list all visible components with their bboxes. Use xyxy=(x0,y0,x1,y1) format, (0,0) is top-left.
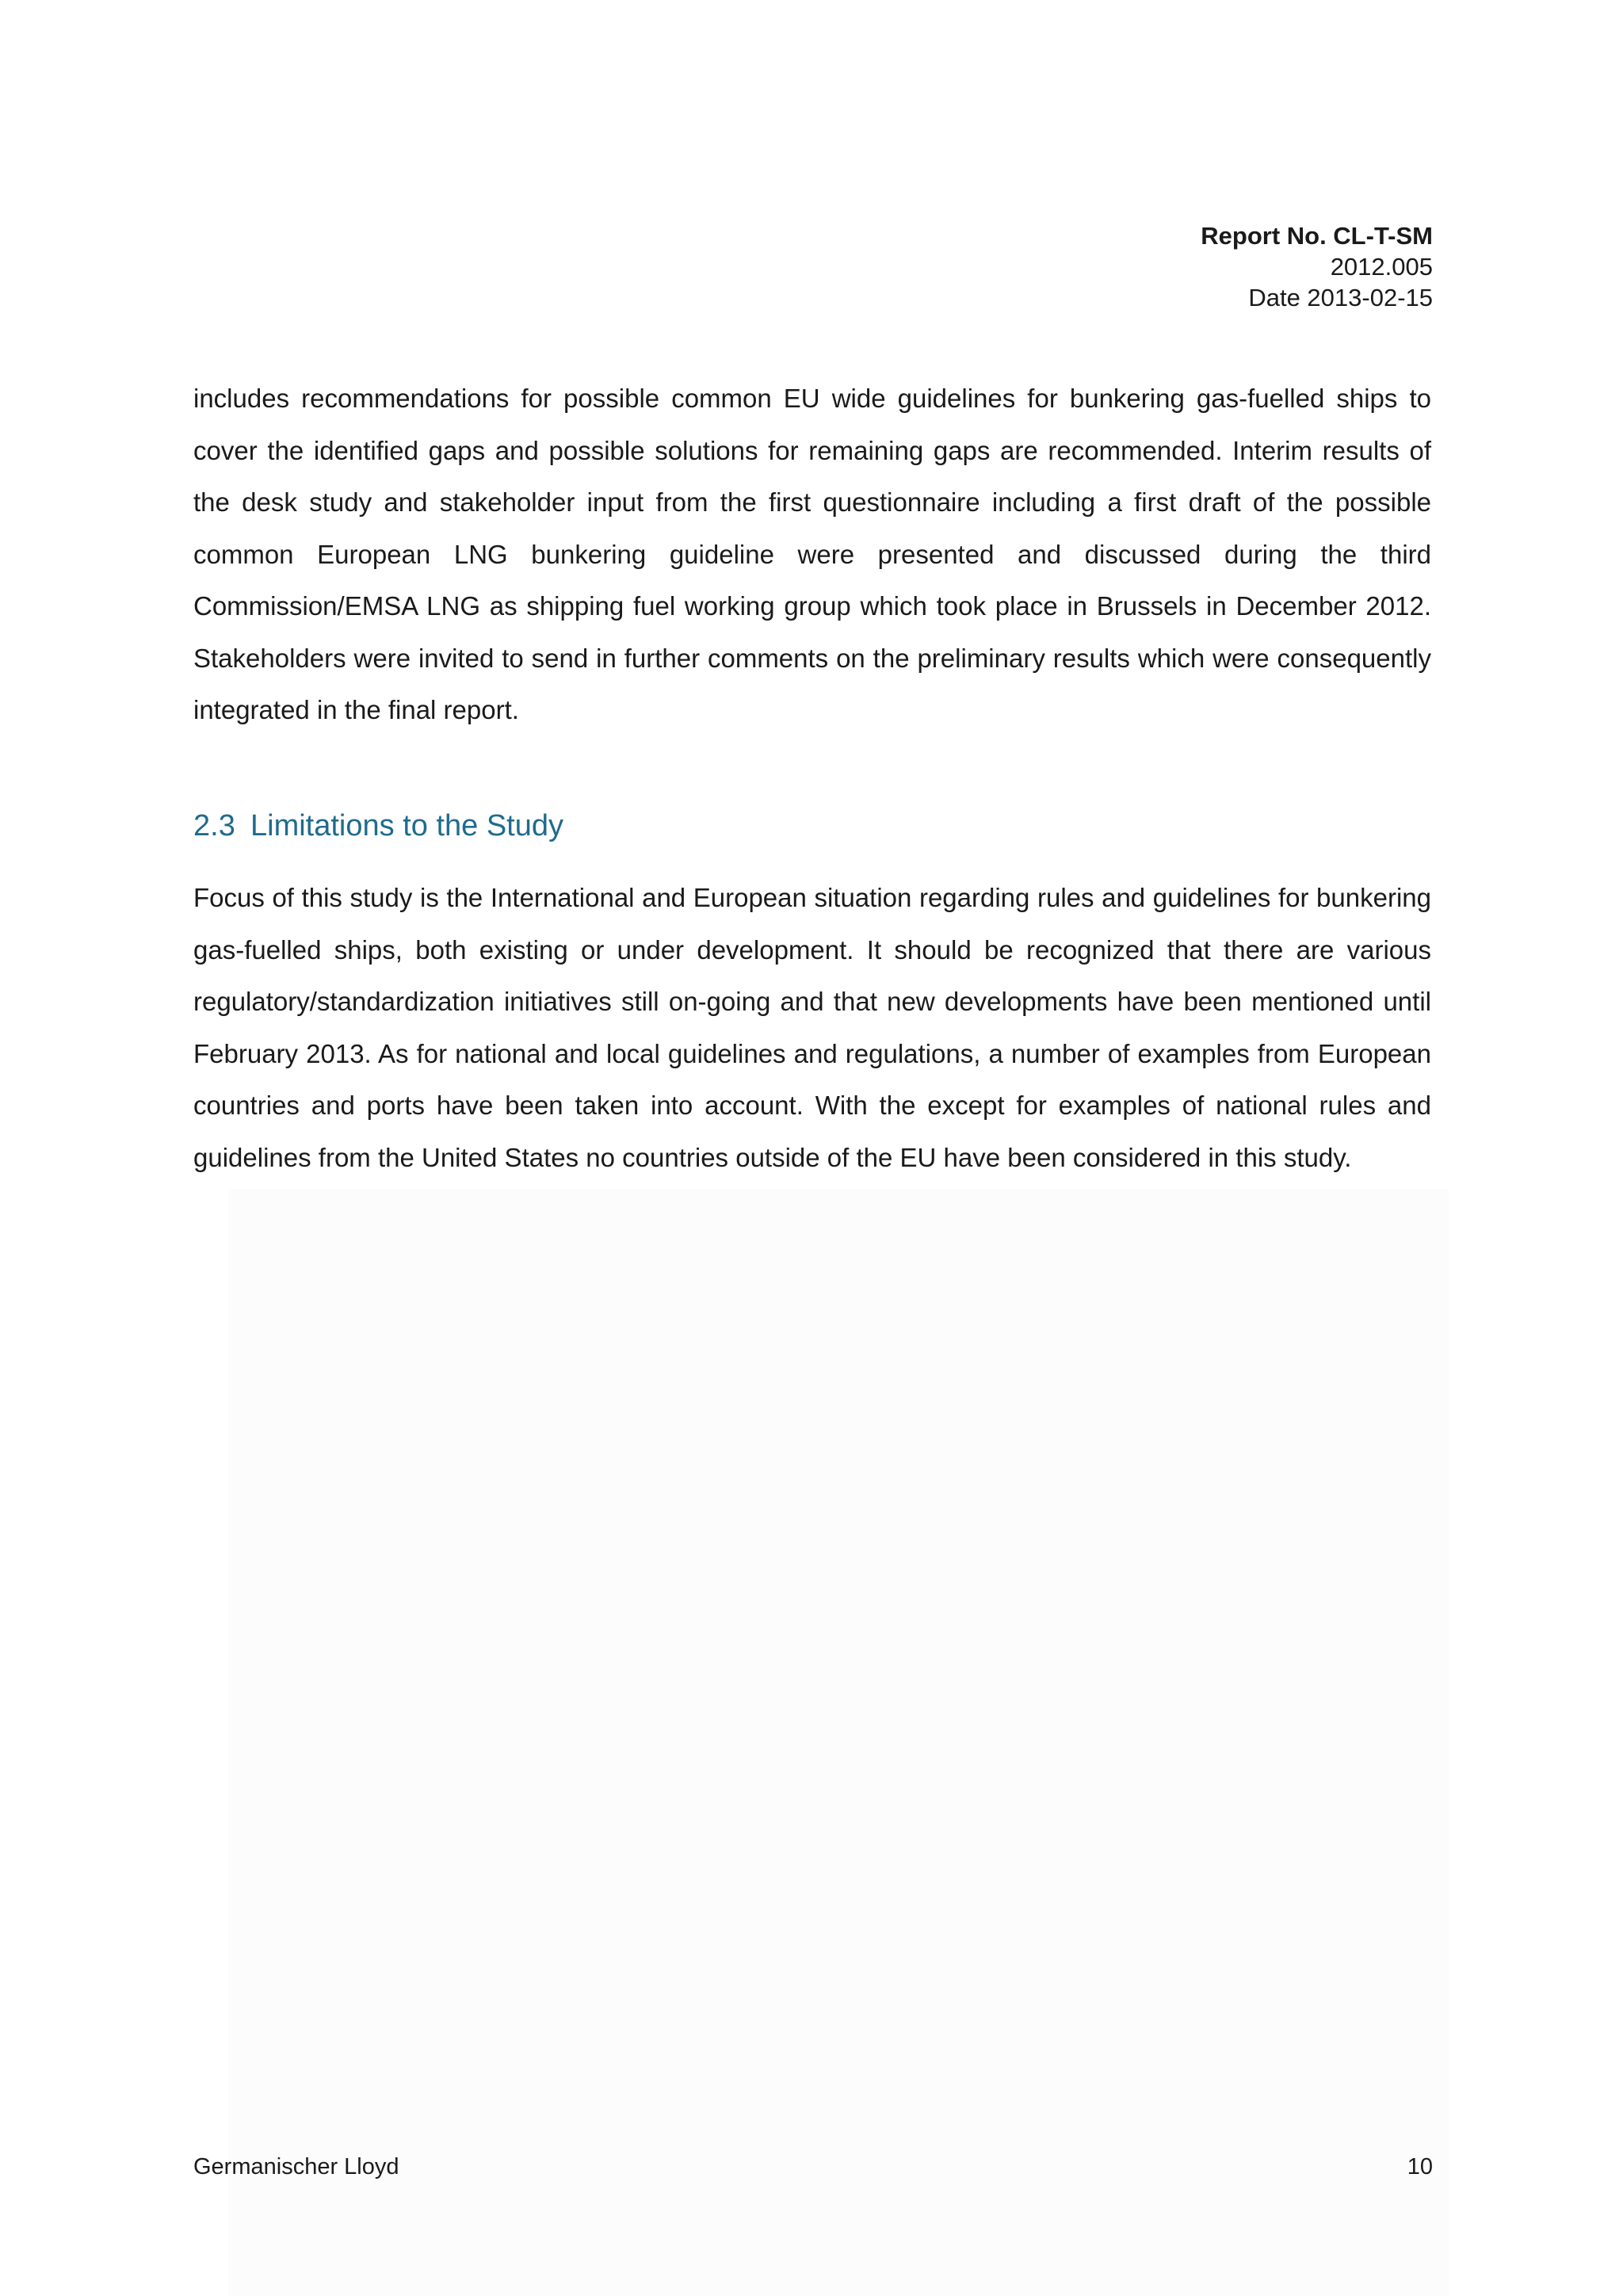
report-date: Date 2013-02-15 xyxy=(1248,284,1433,311)
page-background-shade xyxy=(228,1189,1449,2296)
section-title: Limitations to the Study xyxy=(250,809,563,842)
limitations-paragraph: Focus of this study is the International and European situation regarding rules and guidelines for bunkering gas-fuelled ships, both existing or under development. It should be recognized that there are various regulatory/standardization initiatives still on-going and that new developments have been mentioned until February 2013. As for national and local guidelines and regulations, a number of examples from European countries and ports have been taken into account. With the except for examples of national rules and guidelines from the United States no countries outside of the EU have been considered in this study. xyxy=(193,883,1431,1172)
report-header xyxy=(1201,220,1433,313)
intro-paragraph: includes recommendations for possible common EU wide guidelines for bunkering gas-fuelled ships to cover the identified gaps and possible solutions for remaining gaps are recommended. Interim results of the desk study and stakeholder input from the first questionnaire including a first draft of the possible common European LNG bunkering guideline were presented and discussed during the third Commission/EMSA LNG as shipping fuel working group which took place in Brussels in December 2012. Stakeholders were invited to send in further comments on the preliminary results which were consequently integrated in the final report. xyxy=(193,384,1431,724)
page-footer xyxy=(193,2151,1433,2183)
footer-company: Germanischer Lloyd xyxy=(193,2154,399,2179)
section-heading xyxy=(193,804,563,848)
section-number: 2.3 xyxy=(193,809,235,842)
page-number: 10 xyxy=(1407,2154,1433,2179)
report-number: Report No. CL-T-SM xyxy=(1201,222,1433,250)
report-code: 2012.005 xyxy=(1330,253,1433,281)
